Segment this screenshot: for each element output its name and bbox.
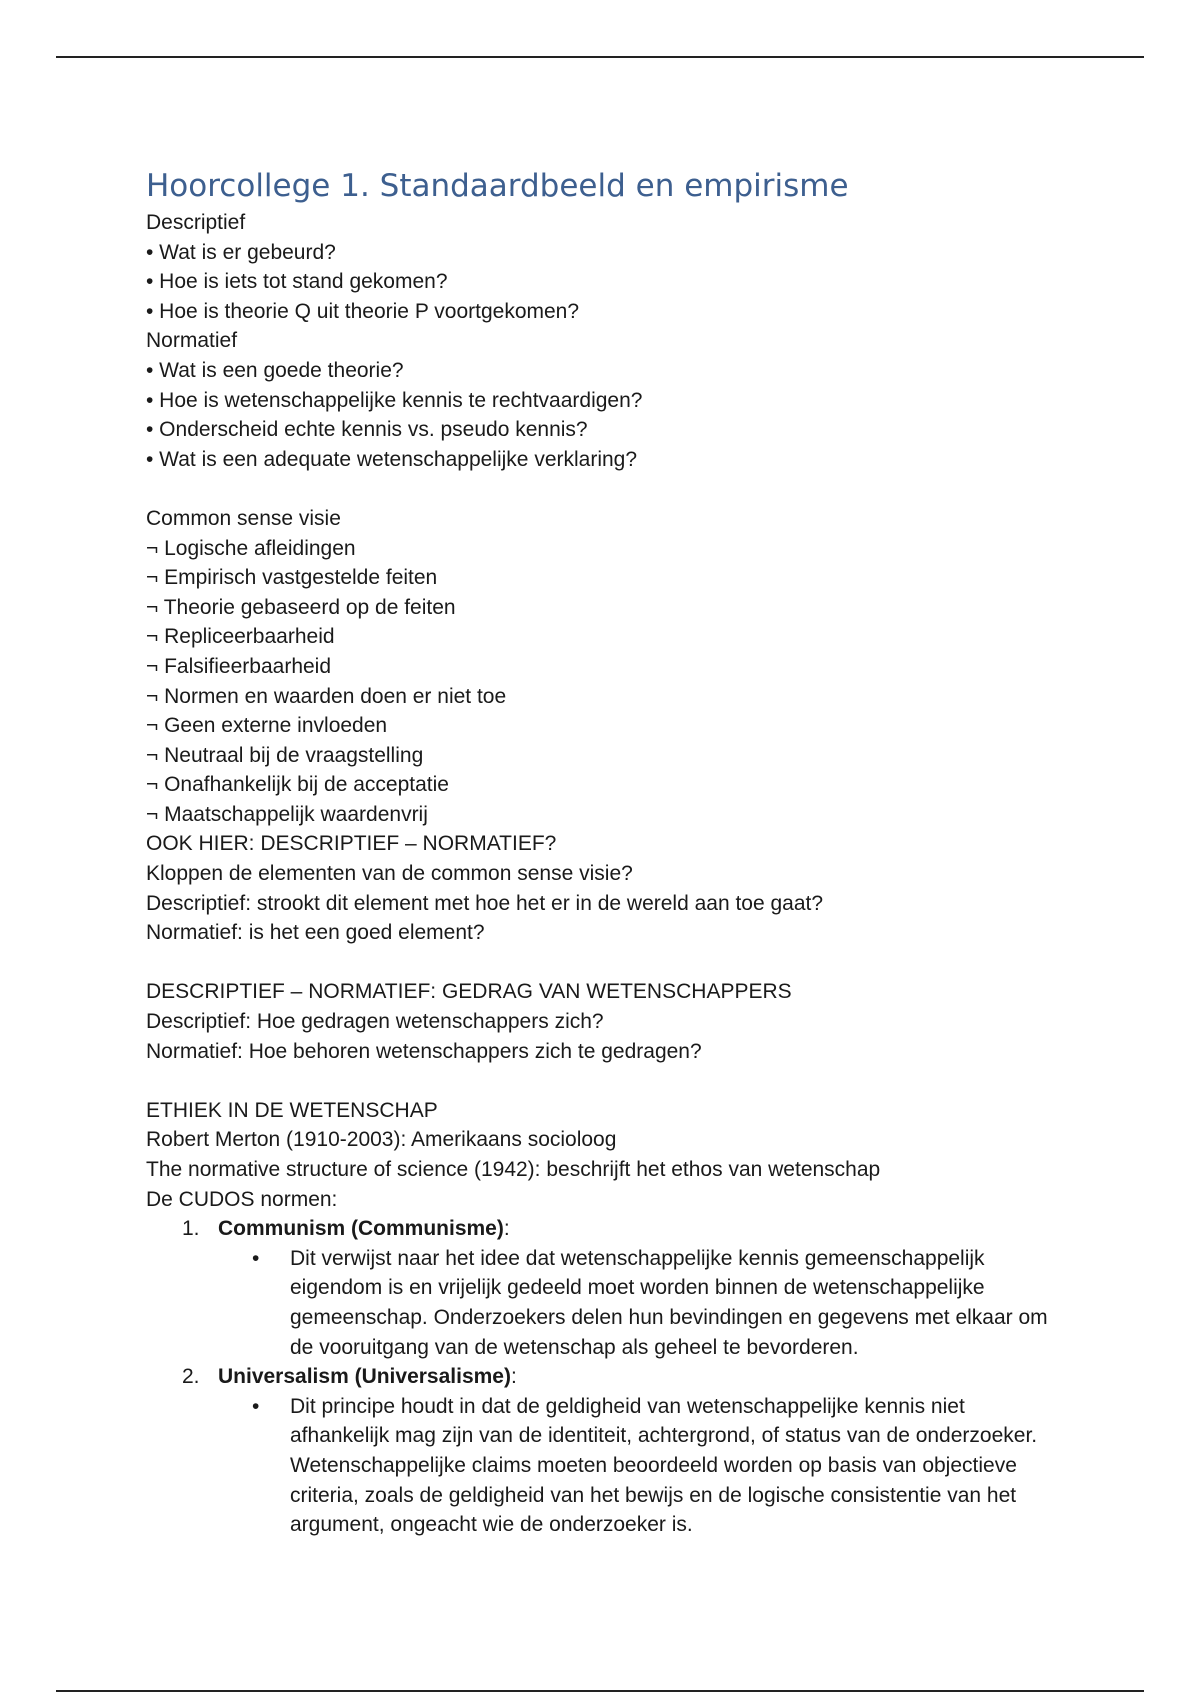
descriptief-item: • Hoe is iets tot stand gekomen? <box>146 270 448 294</box>
list-number: 2. <box>182 1365 200 1389</box>
kloppen-line: Kloppen de elementen van de common sense visie? <box>146 862 633 886</box>
common-sense-item: ¬ Onafhankelijk bij de acceptatie <box>146 773 449 797</box>
gedrag-descriptief: Descriptief: Hoe gedragen wetenschappers zich? <box>146 1010 604 1034</box>
normatief-item: • Hoe is wetenschappelijke kennis te rechtvaardigen? <box>146 388 643 412</box>
footer-rule <box>56 1690 1144 1692</box>
normatief-question: Normatief: is het een goed element? <box>146 921 485 945</box>
paragraph-gap <box>146 1066 1076 1096</box>
normatief-item: • Onderscheid echte kennis vs. pseudo kennis? <box>146 418 588 442</box>
bullet-icon: • <box>252 1394 260 1418</box>
normatief-item: • Wat is een goede theorie? <box>146 358 404 382</box>
descriptief-heading: Descriptief <box>146 211 246 234</box>
cudos-item-heading <box>218 1362 1076 1392</box>
heading-colon: : <box>510 1365 517 1389</box>
common-sense-item: ¬ Falsifieerbaarheid <box>146 654 332 678</box>
cudos-item-description: Dit principe houdt in dat de geldigheid van wetenschappelijke kennis niet afhankelijk mag zijn van de identiteit, achtergrond, of status van de onderzoeker. Wetenschappelijke claims moeten beoordeeld worden op basis van objectieve criteria, zoals de geldigheid van het bewijs en de logische consistentie van het argument, ongeacht wie de onderzoeker is. <box>290 1394 1038 1537</box>
normatief-heading: Normatief <box>146 329 238 353</box>
descriptief-item: • Hoe is theorie Q uit theorie P voortgekomen? <box>146 299 580 323</box>
common-sense-item: ¬ Geen externe invloeden <box>146 714 388 738</box>
common-sense-item: ¬ Theorie gebaseerd op de feiten <box>146 595 456 619</box>
cudos-item-description: Dit verwijst naar het idee dat wetenschappelijke kennis gemeenschappelijk eigendom is en vrijelijk gedeeld moet worden binnen de wetenschappelijke gemeenschap. Onderzoekers delen hun bevindingen en gegevens met elkaar om de vooruitgang van de wetenschap als geheel te bevorderen. <box>290 1246 1048 1359</box>
cudos-list <box>146 1214 1076 1540</box>
header-rule <box>56 56 1144 58</box>
ethiek-heading: ETHIEK IN DE WETENSCHAP <box>146 1098 438 1122</box>
common-sense-item: ¬ Empirisch vastgestelde feiten <box>146 566 438 590</box>
paragraph-gap <box>146 474 1076 504</box>
cudos-item-name: Universalism (Universalisme) <box>218 1365 511 1389</box>
merton-line: Robert Merton (1910-2003): Amerikaans socioloog <box>146 1128 617 1152</box>
descriptief-item: • Wat is er gebeurd? <box>146 240 336 264</box>
cudos-item-name: Communism (Communisme) <box>218 1217 504 1241</box>
gedrag-heading: DESCRIPTIEF – NORMATIEF: GEDRAG VAN WETENSCHAPPERS <box>146 980 792 1004</box>
document-page <box>146 164 1076 1540</box>
cudos-intro: De CUDOS normen: <box>146 1187 338 1211</box>
common-sense-item: ¬ Repliceerbaarheid <box>146 625 335 649</box>
common-sense-item: ¬ Normen en waarden doen er niet toe <box>146 684 507 708</box>
common-sense-item: ¬ Maatschappelijk waardenvrij <box>146 802 428 826</box>
cudos-item-heading <box>218 1214 1076 1244</box>
normatief-item: • Wat is een adequate wetenschappelijke verklaring? <box>146 447 638 471</box>
common-sense-item: ¬ Neutraal bij de vraagstelling <box>146 743 424 767</box>
paragraph-gap <box>146 948 1076 978</box>
gedrag-normatief: Normatief: Hoe behoren wetenschappers zich te gedragen? <box>146 1039 702 1063</box>
structure-line: The normative structure of science (1942): beschrijft het ethos van wetenschap <box>146 1158 881 1181</box>
ook-hier-line: OOK HIER: DESCRIPTIEF – NORMATIEF? <box>146 832 557 856</box>
cudos-item <box>146 1362 1076 1540</box>
cudos-item-description-block <box>252 1244 1060 1362</box>
bullet-icon: • <box>252 1246 260 1270</box>
list-number: 1. <box>182 1217 200 1241</box>
descriptief-question: Descriptief: strookt dit element met hoe het er in de wereld aan toe gaat? <box>146 891 824 915</box>
common-sense-item: ¬ Logische afleidingen <box>146 536 356 560</box>
cudos-item-description-block <box>252 1392 1060 1540</box>
heading-colon: : <box>503 1217 510 1241</box>
cudos-item <box>146 1214 1076 1362</box>
common-sense-heading: Common sense visie <box>146 506 341 530</box>
page-title: Hoorcollege 1. Standaardbeeld en empirisme <box>146 168 849 204</box>
